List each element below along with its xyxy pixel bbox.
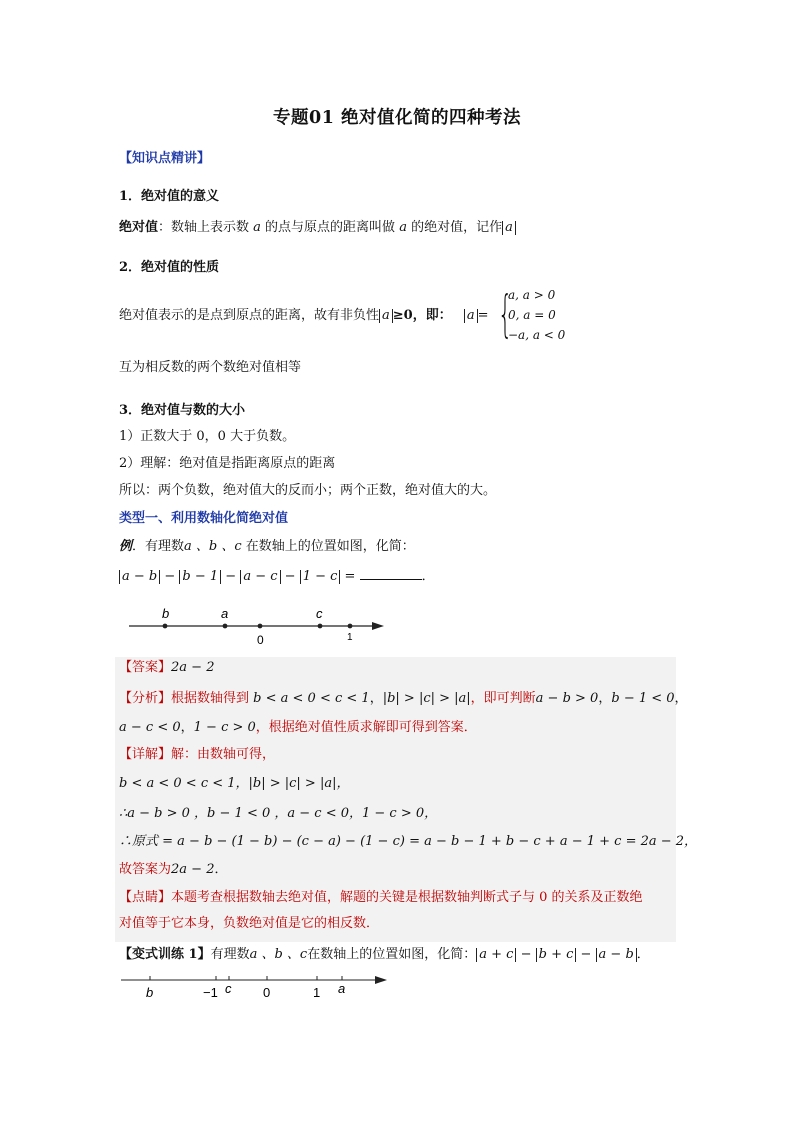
abs-a: a <box>502 221 516 235</box>
arrow-head <box>372 622 384 630</box>
arrow-head-2 <box>375 976 387 984</box>
comment-tag: 【点睛】 <box>119 890 172 905</box>
variant-text-a: 有理数 <box>210 947 250 962</box>
s2-text-b: ≥0，即： <box>392 308 452 323</box>
nl2-label-0: 0 <box>263 985 271 1000</box>
variant-e2: b + c <box>536 948 577 962</box>
number-line-2 <box>119 970 394 1006</box>
label-b: b <box>162 606 170 621</box>
analysis-text-a: 根据数轴得到 <box>171 691 254 706</box>
analysis-abs-cmp: |b| > |c| > |a| <box>382 691 471 706</box>
number-line-1 <box>119 600 394 650</box>
s2-text <box>119 307 489 325</box>
analysis-cond4: 1 − c > 0 <box>193 720 256 735</box>
analysis-text-b: ，即可判断 <box>470 691 536 706</box>
detail-line-0 <box>119 746 275 764</box>
variant-text-b: 在数轴上的位置如图，化简： <box>307 947 477 962</box>
op-minus-2: − <box>221 569 241 584</box>
comment-line-2: 对值等于它本身，负数绝对值是它的相反数． <box>119 916 380 931</box>
example-vars: a 、b 、c <box>184 539 242 554</box>
detail-line-4 <box>119 861 227 879</box>
nl2-label-b: b <box>146 985 154 1000</box>
s2-text-a: 绝对值表示的是点到原点的距离，故有非负性 <box>119 308 380 323</box>
s3-p3: 所以：两个负数，绝对值大的反而小；两个正数，绝对值大的大。 <box>119 483 497 498</box>
op-minus-3: − <box>280 569 300 584</box>
case-2: 0, a = 0 <box>508 308 556 322</box>
example-expression <box>119 567 435 586</box>
comment-text-1: 本题考查根据数轴去绝对值，解题的关键是根据数轴判断式子与 0 的关系及正数绝 <box>171 890 643 905</box>
case-1: a, a > 0 <box>508 288 556 302</box>
analysis-tag: 【分析】 <box>119 691 172 706</box>
analysis-cond2: b − 1 < 0 <box>611 691 675 706</box>
analysis-sep-2: ， <box>598 691 612 706</box>
s1-var-a: a <box>253 220 261 235</box>
s3-heading: 3．绝对值与数的大小 <box>119 403 246 418</box>
nl2-label-c: c <box>225 981 232 996</box>
page-title: 专题01 绝对值化简的四种考法 <box>273 108 521 128</box>
nl2-label-minus-1: −1 <box>203 985 218 1000</box>
analysis-text-c: ，根据绝对值性质求解即可得到答案． <box>255 720 477 735</box>
s2-abs-a-2: a <box>464 309 478 323</box>
variant-minus-2: − <box>576 947 596 962</box>
s3-p2: 2）理解：绝对值是指距离原点的距离 <box>119 456 336 471</box>
op-eq: = <box>340 569 360 584</box>
s2-text-d: 互为相反数的两个数绝对值相等 <box>119 360 302 375</box>
expr-3: a − c <box>240 570 280 584</box>
section-header: 【知识点精讲】 <box>119 151 211 166</box>
s2-eq: = <box>477 308 489 323</box>
s3-p1: 1）正数大于 0，0 大于负数。 <box>119 429 296 444</box>
analysis-sep-4: ， <box>180 720 194 735</box>
variant-e1: a + c <box>476 948 516 962</box>
label-a: a <box>221 606 229 621</box>
example-tail: ． <box>421 569 435 584</box>
answer-value: 2a − 2 <box>171 660 215 675</box>
example-text-b: 在数轴上的位置如图，化简： <box>241 539 415 554</box>
analysis-cond3: a − c < 0 <box>119 720 181 735</box>
detail-l4a: 故答案为 <box>119 862 172 877</box>
expr-4: 1 − c <box>300 570 341 584</box>
s2-abs-a: a <box>379 309 393 323</box>
point-c <box>318 624 323 629</box>
point-b <box>163 624 168 629</box>
example-text <box>119 538 415 556</box>
expr-1: a − b <box>119 570 160 584</box>
answer-tag: 【答案】 <box>119 660 172 675</box>
s1-lead: 绝对值 <box>119 220 159 235</box>
s1-text-c: 的绝对值，记作 <box>406 220 503 235</box>
nl2-label-a: a <box>338 981 346 996</box>
example-text-a: ．有理数 <box>132 539 185 554</box>
detail-line-1: b < a < 0 < c < 1，|b| > |c| > |a|， <box>119 776 350 791</box>
s1-text-a: ：数轴上表示数 <box>158 220 254 235</box>
expr-2: b − 1 <box>179 570 221 584</box>
s1-text <box>119 219 516 237</box>
op-minus-1: − <box>160 569 180 584</box>
case-3: −a, a < 0 <box>508 328 566 342</box>
comment-line-1 <box>119 889 643 907</box>
analysis-ineq: b < a < 0 < c < 1 <box>253 691 370 706</box>
variant-e3: a − b <box>596 948 637 962</box>
variant-tail: ． <box>636 947 650 962</box>
label-c: c <box>316 606 323 621</box>
detail-tag: 【详解】 <box>119 747 172 762</box>
cases-brace: { <box>498 285 513 343</box>
example-prefix: 例 <box>119 539 133 554</box>
analysis-sep-1: ， <box>369 691 383 706</box>
s1-heading: 1．绝对值的意义 <box>119 189 220 204</box>
label-1: 1 <box>347 632 353 643</box>
analysis-cond1: a − b > 0 <box>535 691 599 706</box>
answer-line <box>119 659 214 677</box>
detail-l4c: ． <box>214 862 228 877</box>
type1-heading: 类型一、利用数轴化简绝对值 <box>119 511 289 526</box>
variant-vars: a 、b 、c <box>249 947 308 962</box>
analysis-line-1 <box>119 690 688 708</box>
label-0: 0 <box>257 633 264 647</box>
analysis-line-2 <box>119 719 477 737</box>
s2-heading: 2．绝对值的性质 <box>119 260 220 275</box>
point-a <box>223 624 228 629</box>
nl2-label-1: 1 <box>313 985 321 1000</box>
detail-line-2: ∴a − b > 0 ，b − 1 < 0 ，a − c < 0，1 − c > 0， <box>119 806 438 821</box>
variant-tag: 【变式训练 1】 <box>119 947 211 962</box>
s1-var-a2: a <box>399 220 407 235</box>
detail-l4b: 2a − 2 <box>171 862 215 877</box>
s1-text-b: 的点与原点的距离叫做 <box>260 220 400 235</box>
variant-minus-1: − <box>516 947 536 962</box>
point-1 <box>348 624 353 629</box>
variant-line <box>119 946 650 964</box>
point-0 <box>258 624 263 629</box>
analysis-sep-3: ， <box>674 691 688 706</box>
detail-line-3: ∴原式 = a − b − (1 − b) − (c − a) − (1 − c) = a − b − 1 + b − c + a − 1 + c = 2a − 2， <box>119 834 698 849</box>
answer-blank[interactable] <box>360 567 422 580</box>
detail-text-a: 解：由数轴可得， <box>171 747 276 762</box>
